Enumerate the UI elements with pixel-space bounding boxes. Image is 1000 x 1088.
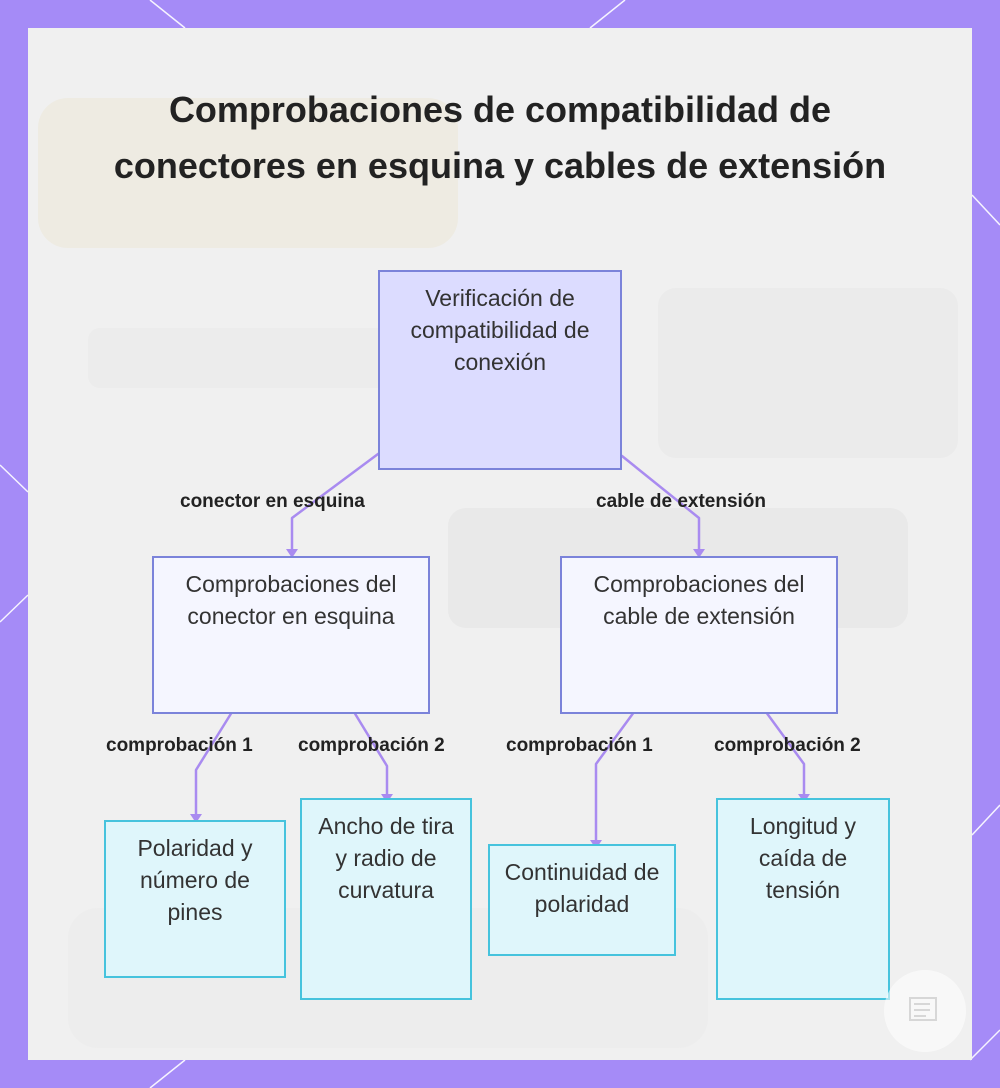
node-strip-width-bend-radius xyxy=(300,798,472,1000)
brand-logo-icon xyxy=(882,968,968,1054)
diagram-title: Comprobaciones de compatibilidad de conectores en esquina y cables de extensión xyxy=(113,89,887,186)
node-label: Ancho de tira y radio de curvatura xyxy=(318,813,454,903)
node-label: Continuidad de polaridad xyxy=(504,859,660,917)
diagram-canvas xyxy=(28,28,972,1060)
edge-label-extension-cable: cable de extensión xyxy=(596,491,767,512)
node-label: Verificación de compatibilidad de conexión xyxy=(410,285,590,375)
edge-corner-to-polarity xyxy=(196,712,232,818)
edge-label-cable-check-1: comprobación 1 xyxy=(506,735,653,756)
node-label: Comprobaciones del cable de extensión xyxy=(593,571,805,629)
node-polarity-pins xyxy=(104,820,286,978)
node-corner-connector-checks xyxy=(152,556,430,714)
edge-label-corner-connector: conector en esquina xyxy=(180,491,365,512)
edge-label-corner-check-1: comprobación 1 xyxy=(106,735,253,756)
node-extension-cable-checks xyxy=(560,556,838,714)
node-polarity-continuity xyxy=(488,844,676,956)
node-label: Longitud y caída de tensión xyxy=(749,813,857,903)
node-label: Comprobaciones del conector en esquina xyxy=(185,571,397,629)
edge-label-corner-check-2: comprobación 2 xyxy=(298,735,445,756)
edge-label-cable-check-2: comprobación 2 xyxy=(714,735,861,756)
node-length-voltage-drop xyxy=(716,798,890,1000)
edge-cable-to-continuity xyxy=(596,712,634,844)
node-label: Polaridad y número de pines xyxy=(137,835,253,925)
node-connection-compatibility xyxy=(378,270,622,470)
